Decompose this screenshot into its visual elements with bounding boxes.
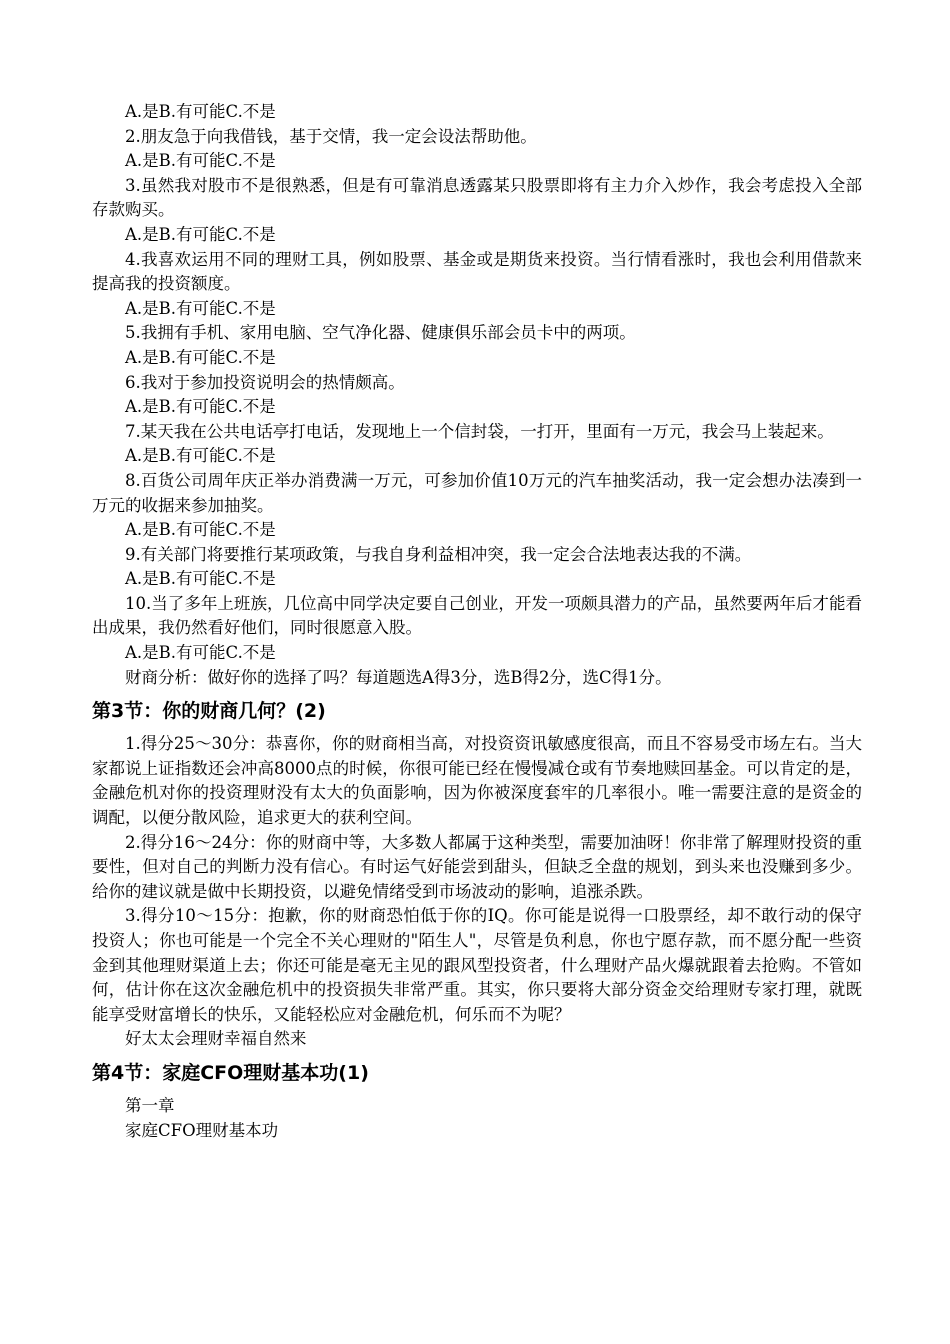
answer-options: A.是B.有可能C.不是 — [125, 643, 276, 663]
answer-options: A.是B.有可能C.不是 — [125, 224, 276, 244]
question-6: 6.我对于参加投资说明会的热情颇高。 — [125, 372, 405, 392]
question-9: 9.有关部门将要推行某项政策，与我自身利益相冲突，我一定会合法地表达我的不满。 — [125, 544, 752, 564]
answer-options: A.是B.有可能C.不是 — [125, 520, 276, 540]
result-low: 3.得分10～15分：抱歉，你的财商恐怕低于你的IQ。你可能是说得一口股票经，却不敢行动的保守投资人；你也可能是一个完全不关心理财的"陌生人"，尽管是负利息，你也宁愿存款，而不愿分配一些资金到其他理财渠道上去；你还可能是毫无主见的跟风型投资者，什么理财产品火爆就跟着去抢购。不管如何，估计你在这次金融危机中的投资损失非常严重。其实，你只要将大部分资金交给理财专家打理，就既能享受财富增长的快乐，又能轻松应对金融危机，何乐而不为呢？ — [92, 906, 862, 1024]
question-3: 3.虽然我对股市不是很熟悉，但是有可靠消息透露某只股票即将有主力介入炒作，我会考虑投入全部存款购买。 — [92, 175, 862, 220]
question-7: 7.某天我在公共电话亭打电话，发现地上一个信封袋，一打开，里面有一万元，我会马上装起来。 — [125, 421, 834, 441]
section-4-heading: 第4节：家庭CFO理财基本功(1) — [92, 1061, 369, 1084]
question-10: 10.当了多年上班族，几位高中同学决定要自己创业，开发一项颇具潜力的产品，虽然要两年后才能看出成果，我仍然看好他们，同时很愿意入股。 — [92, 593, 862, 638]
question-5: 5.我拥有手机、家用电脑、空气净化器、健康俱乐部会员卡中的两项。 — [125, 323, 636, 343]
answer-options: A.是B.有可能C.不是 — [125, 102, 276, 121]
chapter-title: 家庭CFO理财基本功 — [125, 1120, 279, 1140]
answer-options: A.是B.有可能C.不是 — [125, 298, 276, 318]
answer-options: A.是B.有可能C.不是 — [125, 347, 276, 367]
answer-options: A.是B.有可能C.不是 — [125, 569, 276, 589]
answer-options: A.是B.有可能C.不是 — [125, 151, 276, 171]
question-4: 4.我喜欢运用不同的理财工具，例如股票、基金或是期货来投资。当行情看涨时，我也会利用借款来提高我的投资额度。 — [92, 249, 862, 294]
answer-options: A.是B.有可能C.不是 — [125, 397, 276, 417]
section-3-heading: 第3节：你的财商几何？(2) — [92, 700, 326, 723]
chapter-label: 第一章 — [125, 1095, 175, 1115]
question-2: 2.朋友急于向我借钱，基于交情，我一定会设法帮助他。 — [125, 126, 537, 146]
text-column — [92, 100, 862, 1143]
result-high: 1.得分25～30分：恭喜你，你的财商相当高，对投资资讯敏感度很高，而且不容易受市场左右。当大家都说上证指数还会冲高8000点的时候，你很可能已经在慢慢减仓或有节奏地赎回基金。可以肯定的是，金融危机对你的投资理财没有太大的负面影响，因为你被深度套牢的几率很小。唯一需要注意的是资金的调配，以便分散风险，追求更大的获利空间。 — [92, 734, 862, 828]
question-8: 8.百货公司周年庆正举办消费满一万元，可参加价值10万元的汽车抽奖活动，我一定会想办法凑到一万元的收据来参加抽奖。 — [92, 470, 862, 515]
book-title-line: 好太太会理财幸福自然来 — [125, 1029, 307, 1049]
answer-options: A.是B.有可能C.不是 — [125, 446, 276, 466]
score-analysis: 财商分析：做好你的选择了吗？每道题选A得3分，选B得2分，选C得1分。 — [125, 667, 672, 687]
result-medium: 2.得分16～24分：你的财商中等，大多数人都属于这种类型，需要加油呀！你非常了解理财投资的重要性，但对自己的判断力没有信心。有时运气好能尝到甜头，但缺乏全盘的规划，到头来也没赚到多少。给你的建议就是做中长期投资，以避免情绪受到市场波动的影响，追涨杀跌。 — [92, 832, 862, 901]
